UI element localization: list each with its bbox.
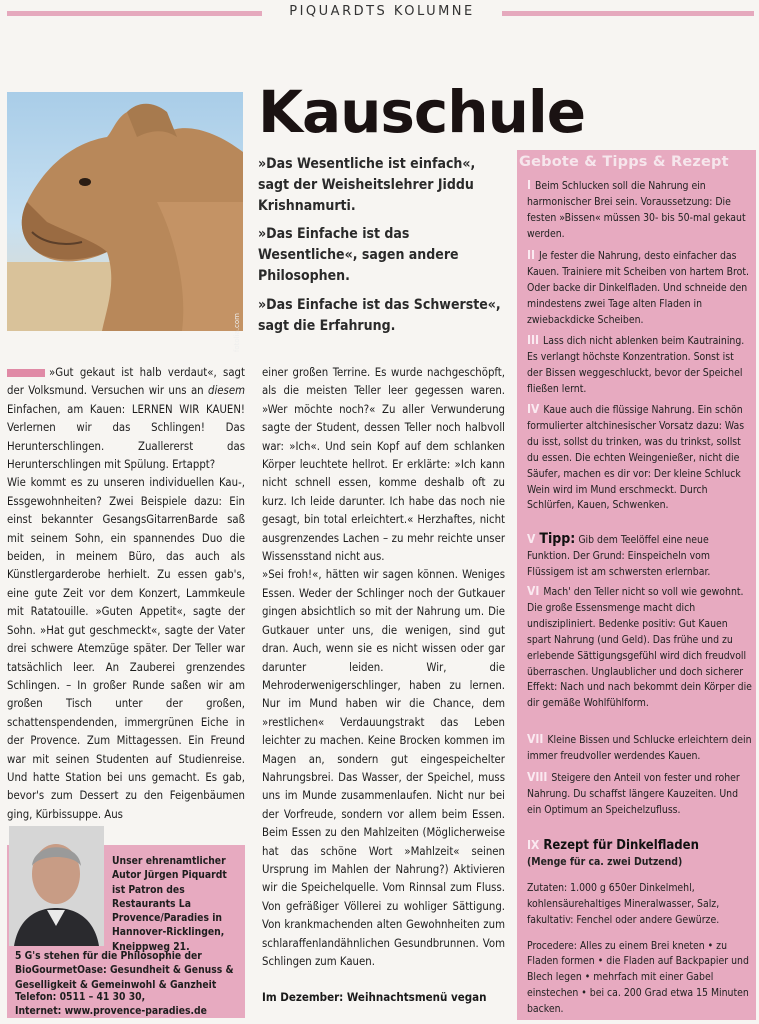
article-paragraph-4: »Sei froh!«, hätten wir sagen können. Weniges Essen. Weder der Schlinger noch der Gutkauer gingen absichtlich so mit der Nahrung um. Die Gutkauer unter uns, die wenigen, sind gut dran. Auch, wenn sie es nicht wissen oder gar darunter leiden. Wir, die Mehroderwenigerschlinger, haben zu lernen. Nur im Mund haben wir die Chance, dem »restlichen« Verdauungstrakt das Leben leichter zu machen. Keine Brocken kommen im Magen an, sondern gut eingespeichelter Nahrungsbrei. Das Wasser, der Speichel, muss uns im Munde zusammenlaufen. Nicht nur bei der Vorfreude, sondern vor allem beim Essen. Beim Essen zu den Mahlzeiten (Möglicherweise hat das schöne Wort »Mahlzeit« seinen Ursprung im Mahlen der Nahrung?) Aktivieren wir die Speichelquelle. Vom Rinnsal zum Fluss. Von gefräßiger Völlerei zu wohliger Sättigung. Von krankmachenden alten Gewohnheiten zum schlaraffenlandähnlichen Gesundbrunnen. Vom Schlingen zum Kauen. <box>262 568 505 968</box>
intro-text: »Gut gekaut ist halb verdaut«, sagt der Volksmund. Versuchen wir uns an <box>7 366 245 398</box>
quote-1: »Das Wesentliche ist einfach«, sagt der Weisheitslehrer Jiddu Krishnamurti. <box>258 156 476 214</box>
author-photo <box>9 826 104 946</box>
tip-number: III <box>527 333 540 347</box>
tip-text: Beim Schlucken soll die Nahrung ein harmonischer Brei sein. Voraussetzung: Die festen »Bissen« müssen 30- bis 50-mal gekaut werden. <box>527 180 746 240</box>
tip-text: Lass dich nicht ablenken beim Kautraining. Es verlangt höchste Konzentration. Sonst ist der Bissen weggeschluckt, bevor der Speichel fließen lernt. <box>527 335 745 395</box>
sidebar-title: Gebote & Tipps & Rezept <box>519 154 729 170</box>
tipp-label: Tipp: <box>539 531 576 547</box>
author-website: Internet: www.provence-paradies.de <box>15 1005 207 1017</box>
tip-item-5 <box>527 532 752 581</box>
article-paragraph-2: Wie kommt es zu unseren individuellen Kau-, Essgewohnheiten? Zwei Beispiele dazu: Ein einst bekannter GesangsGitarrenBarde saß mit seinem Sohn, ein spannendes Duo die beiden, in meinem Büro, das auch als Künstlergarderobe herhielt. Zu essen gab's, eine gute Zeit vor dem Konzert, Lammkeule mit Ratatouille. »Guten Appetit«, sagte der Sohn. »Hat gut geschmeckt«, sagte der Vater drei schwere Atemzüge später. Der Teller war tatsächlich leer. An Zauberei grenzendes Schlingen. – In großer Runde saßen wir am großen Tisch unter der großen, schattenspendenden, immergrünen Eiche in der Provence. Zum Mittagessen. Ein Freund war mit seinen Studenten auf Studienreise. Und hatte Station bei uns gemacht. Es gab, bevor's zum Dessert zu den Feigenbäumen ging, Kürbissuppe. Aus <box>7 476 245 821</box>
article-intro <box>7 364 245 474</box>
article-column-2 <box>262 364 505 971</box>
author-box <box>7 845 245 1018</box>
tip-item-1 <box>527 178 752 243</box>
tips-sidebar <box>517 150 756 1020</box>
headline: Kauschule <box>258 78 586 146</box>
author-bio: Unser ehrenamtlicher Autor Jürgen Piquardt ist Patron des Restaurants La Provence/Paradies in Hannover-Ricklingen, Kneippweg 21. <box>112 855 227 953</box>
recipe-procedure: Procedere: Alles zu einem Brei kneten • zu Fladen formen • die Fladen auf Backpapier und Blech legen • mehrfach mit einer Gabel einstechen • bei ca. 200 Grad etwa 15 Minuten backen. <box>527 939 749 1016</box>
recipe-subtitle: (Menge für ca. zwei Dutzend) <box>527 855 683 868</box>
author-phone: Telefon: 0511 – 41 30 30, <box>15 991 146 1003</box>
tip-item-2 <box>527 248 752 329</box>
tip-number: IV <box>527 402 540 416</box>
article-paragraph-3: einer großen Terrine. Es wurde nachgeschöpft, als die meisten Teller leer gegessen waren. »Wer möchte noch?« Zu aller Verwunderung sagte der Student, dessen Teller noch halbvoll war: »Ich«. Und sein Kopf auf dem schlanken Körper leuchtete hellrot. Er erklärte: »Ich kann nicht schnell essen, komme deshalb oft zu kurz. Ich leide darunter. Ich habe das noch nie gesagt, bin total erleichtert.« Herzhaftes, nicht ausgrenzendes Lachen – zu mehr reichte unser Wissensstand nicht aus. <box>262 366 505 564</box>
author-philosophy: 5 G's stehen für die Philosophie der BioGourmetOase: Gesundheit & Genuss & Geselligkeit & Gemeinwohl & Ganzheit <box>15 950 234 991</box>
tip-text: Kaue auch die flüssige Nahrung. Ein schön formulierter altchinesischer Vorsatz dazu: Was du isst, sollst du trinken, was du trinkst, sollst du essen. Die echten Weingenießer, nicht die Säufer, machen es dir vor: Der kleine Schluck Wein wird im Mund erschmeckt. Durch Schlürfen, Kauen, Schwenken. <box>527 404 745 512</box>
recipe-block <box>527 838 752 1018</box>
intro-emphasis: diesem <box>208 384 245 398</box>
photo-credit: fotolia.com <box>233 313 241 353</box>
tip-number: VI <box>527 584 540 598</box>
tip-text: Mach' den Teller nicht so voll wie gewohnt. Die große Essensmenge macht dich undiszipliniert. Bedenke positiv: Gut Kauen spart Nahrung (und Geld). Das frühe und zu erlebende Sättigungsgefühl wird dich freudvoll überraschen. Unglaublicher und doch sicherer Effekt: Nach und nach bekommt dein Körper die dir gemäße Wohlfühlform. <box>527 586 752 710</box>
recipe-number: IX <box>527 838 540 852</box>
quote-3: »Das Einfache ist das Schwerste«, sagt die Erfahrung. <box>258 297 501 334</box>
tip-text: Gib dem Teelöffel eine neue Funktion. Der Grund: Einspeicheln vom Flüssigem ist am schwersten erlernbar. <box>527 534 711 578</box>
camel-photo <box>7 92 243 353</box>
tip-number: I <box>527 178 532 192</box>
tip-text: Je fester die Nahrung, desto einfacher das Kauen. Trainiere mit Scheiben von hartem Brot. Oder backe dir Dinkelfladen. Und schneide den mindestens zwei Tage alten Fladen in zwiebackdicke Scheiben. <box>527 250 749 326</box>
camel-illustration <box>7 92 243 331</box>
tip-item-8 <box>527 770 752 819</box>
tip-text: Steigere den Anteil von fester und roher Nahrung. Du schaffst längere Kauzeiten. Und ein Optimum an Speichelzufluss. <box>527 772 740 816</box>
next-issue-note: Im Dezember: Weihnachtsmenü vegan <box>262 990 487 1004</box>
tip-item-7 <box>527 732 752 765</box>
tip-text: Kleine Bissen und Schlucke erleichtern dein immer freudvoller werdendes Kauen. <box>527 734 752 762</box>
article-column-1 <box>7 364 245 824</box>
quote-2: »Das Einfache ist das Wesentliche«, sagen andere Philosophen. <box>258 226 459 284</box>
recipe-title: Rezept für Dinkelfladen <box>543 838 699 853</box>
tip-item-3 <box>527 333 752 398</box>
tip-number: VII <box>527 732 544 746</box>
header-rule-right <box>502 11 754 16</box>
tip-number: V <box>527 532 536 546</box>
paragraph-marker <box>7 369 45 377</box>
author-portrait <box>9 826 104 946</box>
recipe-ingredients: Zutaten: 1.000 g 650er Dinkelmehl, kohlensäurehaltiges Mineralwasser, Salz, fakultativ: Fenchel oder andere Gewürze. <box>527 881 720 926</box>
intro-text-rest: Einfachen, am Kauen: LERNEN WIR KAUEN! Verlernen wir das Schlingen! Das Herunterschlingen. Zuallererst das Herunterschlingen mit Spülung. Ertappt? <box>7 402 245 472</box>
tip-number: VIII <box>527 770 548 784</box>
tip-item-6 <box>527 584 752 712</box>
tip-number: II <box>527 248 536 262</box>
column-title: PIQUARDTS KOLUMNE <box>289 4 475 19</box>
tip-item-4 <box>527 402 752 514</box>
header-rule-left <box>7 11 262 16</box>
